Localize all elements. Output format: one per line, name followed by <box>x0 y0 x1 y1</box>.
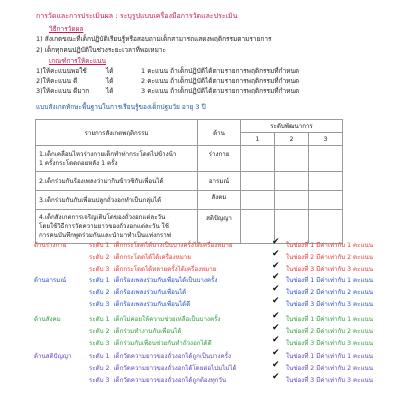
rubric-level: ระดับ 2 <box>89 254 110 261</box>
rubric-score: ในช่องที่ 3 มีค่าเท่ากับ 3 คะแนน <box>286 266 373 273</box>
header-domain: ด้าน <box>198 120 241 146</box>
rubric-score: ในช่องที่ 2 มีค่าเท่ากับ 2 คะแนน <box>286 254 373 261</box>
table-row <box>36 191 343 210</box>
rubric-score: ในช่องที่ 3 มีค่าเท่ากับ 3 คะแนน <box>286 340 373 347</box>
rubric-level: ระดับ 2 <box>89 365 110 372</box>
criteria-got: ได้ <box>106 77 114 85</box>
rubric-line <box>89 363 237 373</box>
rubric-level: ระดับ 3 <box>89 340 110 347</box>
behavior-line: 1.เด็กเคลื่อนไหวร่างกายเด็กทำท่ากระโดดไปข้างน้า <box>39 150 177 158</box>
criteria-level: 2)ให้คะแนน ดี <box>36 77 78 85</box>
level-cell <box>241 210 275 244</box>
table-row <box>36 210 343 244</box>
rubric-level: ระดับ 2 <box>89 328 110 335</box>
rubric-text: เด็กวัดความยาวของถั่วงอกได้ถูกต้องทุกวัน <box>113 377 227 384</box>
checkmark-icon: ✔ <box>272 372 280 382</box>
rubric-score: ในช่องที่ 3 มีค่าเท่ากับ 3 คะแนน <box>286 377 373 384</box>
level-cell <box>309 146 343 172</box>
rubric-line <box>89 240 233 250</box>
behavior-cell <box>36 191 198 210</box>
level-cell <box>241 172 275 191</box>
header-level-2: 2 <box>275 133 309 146</box>
page-heading: การวัดและการประเมินผล : ระบุรูปแบบเครื่องมือการวัดและประเมิน <box>36 12 238 20</box>
checkmark-icon: ✔ <box>272 335 280 345</box>
level-cell <box>241 191 275 210</box>
rubric-score: ในช่องที่ 2 มีค่าเท่ากับ 2 คะแนน <box>286 328 373 335</box>
table-row <box>36 146 343 172</box>
checkmark-icon: ✔ <box>272 284 280 294</box>
rubric-domain-physical: ด้านร่างกาย <box>34 242 67 249</box>
level-cell <box>309 210 343 244</box>
methods-heading: วิธีการวัดผล <box>49 25 84 33</box>
criteria-heading: เกณฑ์การให้คะแนน <box>49 57 107 65</box>
level-cell <box>309 191 343 210</box>
criteria-desc: 2 คะแนน ถ้าเด็กปฏิบัติได้ตามรายการพฤติกรรมที่กำหนด <box>141 77 300 85</box>
criteria-got: ได้ <box>106 87 114 95</box>
rubric-score: ในช่องที่ 3 มีค่าเท่ากับ 3 คะแนน <box>286 301 373 308</box>
method-item-2: 2) เด็กทุกคนปฏิบัติในช่วงระยะเวลาที่พอเหมาะ <box>36 46 167 54</box>
behavior-cell <box>36 146 198 172</box>
checkmark-icon: ✔ <box>272 261 280 271</box>
checkmark-icon: ✔ <box>272 348 280 358</box>
rubric-text: เด็กกระโดดได้หลายครั้งได้เครื่องหมาย <box>113 266 217 273</box>
checkmark-icon: ✔ <box>272 323 280 333</box>
header-level-1: 1 <box>241 133 275 146</box>
rubric-score: ในช่องที่ 2 มีค่าเท่ากับ 2 คะแนน <box>286 289 373 296</box>
rubric-line <box>89 275 217 285</box>
criteria-item-2 <box>36 76 300 86</box>
behavior-line: 4.เด็กสังเกตการเจริญเติบโตของถั่วงอกแต่ละวัน <box>39 214 166 221</box>
rubric-line <box>89 338 212 348</box>
rubric-text: เด็กวัดความยาวของถั่วงอกได้ถูกเป็นบางครั้ง <box>113 353 232 360</box>
rubric-score: ในช่องที่ 1 มีค่าเท่ากับ 1 คะแนน <box>286 242 373 249</box>
domain-cell: ร่างกาย <box>198 146 241 172</box>
rubric-score: ในช่องที่ 2 มีค่าเท่ากับ 2 คะแนน <box>286 365 373 372</box>
rubric-level: ระดับ 3 <box>89 266 110 273</box>
rubric-text: เด็กวัดความยาวของถั่วงอกได้โดยต่อไปมไม่ได้ <box>113 365 237 372</box>
domain-cell: สติปัญญา <box>198 210 241 244</box>
criteria-desc: 3 คะแนน ถ้าเด็กปฏิบัติได้ตามรายการพฤติกรรมที่กำหนด <box>141 87 300 95</box>
rubric-text: เด็กร้องเพลงร่วมกับเพื่อนได้เป็นบางครั้ง <box>113 277 218 284</box>
table-row <box>36 172 343 191</box>
level-cell <box>275 172 309 191</box>
header-behavior: รายการสังเกตพฤติกรรม <box>36 120 198 146</box>
checkmark-icon: ✔ <box>272 249 280 259</box>
method-item-1: 1) สังเกตขณะที่เด็กปฏิบัติเรียนรู้หรือสอบถามเด็กสามารถแสดงพฤติกรรมตามรายการ <box>36 35 272 43</box>
header-levels: ระดับพัฒนาการ <box>241 120 343 133</box>
behavior-line: การคนบันทึกพูดร่วมกันและนำมาทำเป็นแท่งกราฟ <box>39 232 172 239</box>
criteria-desc: 1 คะแนน ถ้าเด็กปฏิบัติได้ตามรายการพฤติกรรมที่กำหนด <box>141 67 300 75</box>
rubric-line <box>89 252 191 262</box>
rubric-line <box>89 314 220 324</box>
header-level-3: 3 <box>309 133 343 146</box>
rubric-line <box>89 375 226 385</box>
rubric-text: เด็กกระโดดได้บางเป็นบางครั้งได้เครื่องหมาย <box>113 242 233 249</box>
rubric-domain-social: ด้านสังคม <box>34 316 61 323</box>
behavior-line: 1 ครั้งกระโดดถอยหลัง 1 ครั้ง <box>39 159 118 167</box>
rubric-line <box>89 264 216 274</box>
rubric-score: ในช่องที่ 1 มีค่าเท่ากับ 1 คะแนน <box>286 353 373 360</box>
criteria-level: 1)ให้คะแนนพอใช้ <box>36 67 87 75</box>
criteria-got: ได้ <box>106 67 114 75</box>
rubric-domain-cognitive: ด้านสติปัญญา <box>34 353 72 360</box>
rubric-level: ระดับ 3 <box>89 301 110 308</box>
checkmark-icon: ✔ <box>272 272 280 282</box>
behavior-line: โดยใช้วิธีการวัดความยาวของถั่วงอกแต่ละวัน ใช้ <box>39 223 169 230</box>
checkmark-icon: ✔ <box>272 311 280 321</box>
behavior-cell <box>36 210 198 244</box>
rubric-domain-emotional: ด้านอารมณ์ <box>34 277 67 284</box>
domain-cell: สังคม <box>198 191 241 210</box>
rubric-level: ระดับ 2 <box>89 289 110 296</box>
rubric-line <box>89 326 181 336</box>
behavior-line: 2.เด็กร่วมกันร้องเพลงว่ามากินข้าวซิกับเพื่อนได้ <box>39 177 164 185</box>
checkmark-icon: ✔ <box>272 296 280 306</box>
rubric-line <box>89 351 231 361</box>
observation-table <box>35 119 343 244</box>
level-cell <box>309 172 343 191</box>
domain-cell: อารมณ์ <box>198 172 241 191</box>
criteria-item-3 <box>36 86 300 96</box>
rubric-text: เด็กร่วมทำงานกับเพื่อนได้ <box>113 328 182 335</box>
rubric-score: ในช่องที่ 1 มีค่าเท่ากับ 1 คะแนน <box>286 316 373 323</box>
checkmark-icon: ✔ <box>272 360 280 370</box>
level-cell <box>241 146 275 172</box>
criteria-item-1 <box>36 66 300 76</box>
behavior-line: 3.เด็กร่วมกันกับเพื่อนปลูกถั่วงอกทำเป็นกลุ่มได้ <box>39 196 162 204</box>
level-cell <box>275 191 309 210</box>
rubric-level: ระดับ 1 <box>89 277 110 284</box>
table-header-row <box>36 120 343 133</box>
rubric-text: เด็กไม่ค่อยให้ความช่วยเหลือเป็นบางครั้ง <box>113 316 221 323</box>
criteria-level: 3)ให้คะแนน ดีมาก <box>36 87 90 95</box>
level-cell <box>275 210 309 244</box>
rubric-score: ในช่องที่ 1 มีค่าเท่ากับ 1 คะแนน <box>286 277 373 284</box>
rubric-level: ระดับ 1 <box>89 242 110 249</box>
checkmark-icon: ✔ <box>272 237 280 247</box>
rubric-line <box>89 299 190 309</box>
rubric-line <box>89 287 186 297</box>
rubric-level: ระดับ 1 <box>89 353 110 360</box>
rubric-level: ระดับ 1 <box>89 316 110 323</box>
form-title: แบบสังเกตทักษะพื้นฐานในการเรียนรู้ของเด็กปฐมวัย อายุ 3 ปี <box>36 103 206 111</box>
rubric-text: เด็กร้องเพลงร่วมกับเพื่อนได้ดี <box>113 301 191 308</box>
behavior-cell <box>36 172 198 191</box>
rubric-text: เด็กกระโดดได้ได้เครื่องหมาย <box>113 254 191 261</box>
rubric-text: เด็กร้องเพลงร่วมกับเพื่อนได้ <box>113 289 187 296</box>
rubric-text: เด็กร่วมกับเพื่อนช่วยกันทำถั่วงอกได้ดี <box>113 340 212 347</box>
level-cell <box>275 146 309 172</box>
rubric-level: ระดับ 3 <box>89 377 110 384</box>
